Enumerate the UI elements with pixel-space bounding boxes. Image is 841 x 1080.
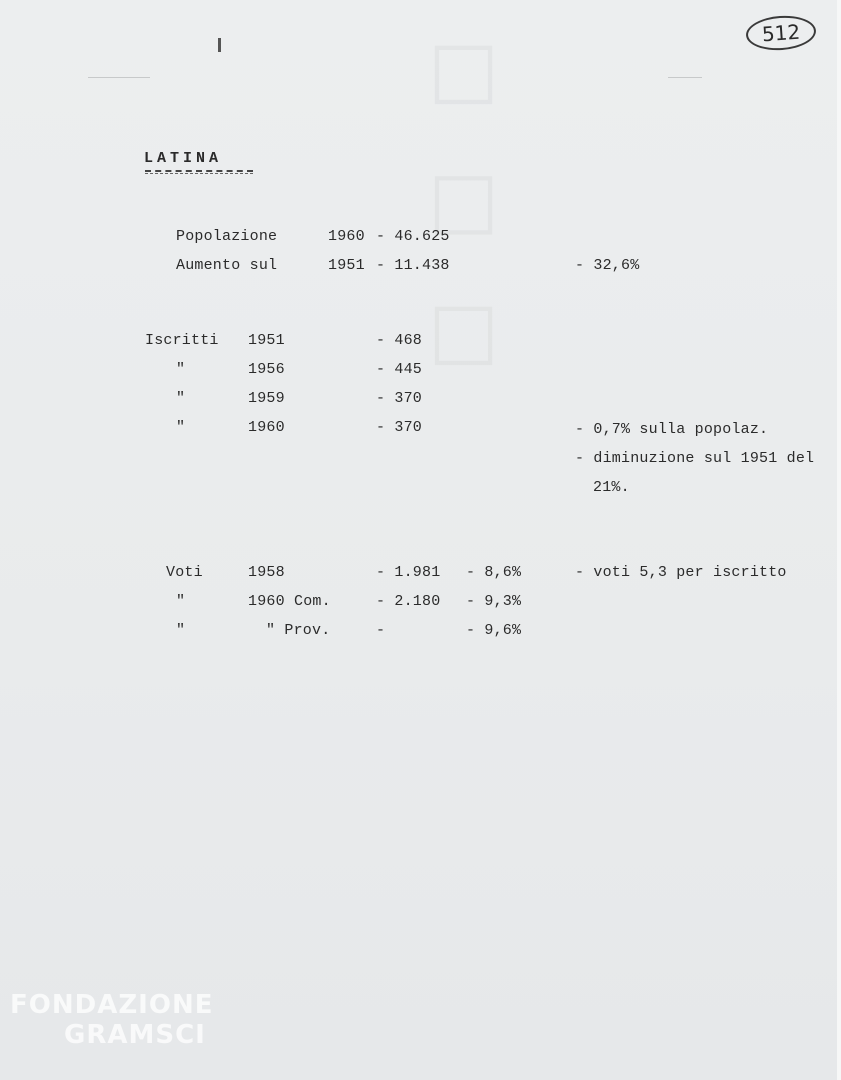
voti-label: Voti [166,564,203,581]
voti-percent: - 9,6% [466,622,522,639]
pencil-mark [218,38,221,52]
fondazione-gramsci-watermark [10,990,213,1050]
population-value: - 46.625 [376,228,450,245]
iscritti-note: 21%. [593,479,630,496]
voti-ditto: " [176,593,186,610]
population-year: 1960 [328,228,365,245]
increase-label: Aumento sul [176,257,278,274]
population-label: Popolazione [176,228,278,245]
voti-note: - voti 5,3 per iscritto [575,564,787,581]
voti-year: 1958 [248,564,285,581]
iscritti-value: - 370 [376,419,423,436]
iscritti-note: - diminuzione sul 1951 del [575,450,815,467]
title-underline [145,170,253,172]
show-through-stamp [400,30,510,1070]
iscritti-ditto: " [176,419,186,436]
iscritti-year: 1951 [248,332,285,349]
voti-year: 1960 Com. [248,593,331,610]
voti-value: - 1.981 [376,564,441,581]
fold-line-right [668,77,702,78]
voti-value: - 2.180 [376,593,441,610]
page-edge [837,0,841,1080]
iscritti-year: 1960 [248,419,285,436]
iscritti-ditto: " [176,361,186,378]
increase-percent: - 32,6% [575,257,640,274]
increase-value: - 11.438 [376,257,450,274]
page-number: 512 [745,14,817,53]
increase-year: 1951 [328,257,365,274]
voti-percent: - 9,3% [466,593,522,610]
title-underline-secondary [145,173,253,174]
watermark-line: FONDAZIONE [10,990,214,1020]
iscritti-year: 1956 [248,361,285,378]
iscritti-note: - 0,7% sulla popolaz. [575,421,769,438]
iscritti-ditto: " [176,390,186,407]
iscritti-value: - 370 [376,390,423,407]
iscritti-value: - 445 [376,361,423,378]
voti-ditto: " [176,622,186,639]
watermark-line: GRAMSCI [64,1020,206,1050]
voti-value: - [376,622,386,639]
iscritti-year: 1959 [248,390,285,407]
voti-percent: - 8,6% [466,564,522,581]
iscritti-value: - 468 [376,332,423,349]
document-title: LATINA [144,150,223,167]
voti-year: " Prov. [266,622,331,639]
iscritti-label: Iscritti [145,332,219,349]
fold-line-left [88,77,150,78]
